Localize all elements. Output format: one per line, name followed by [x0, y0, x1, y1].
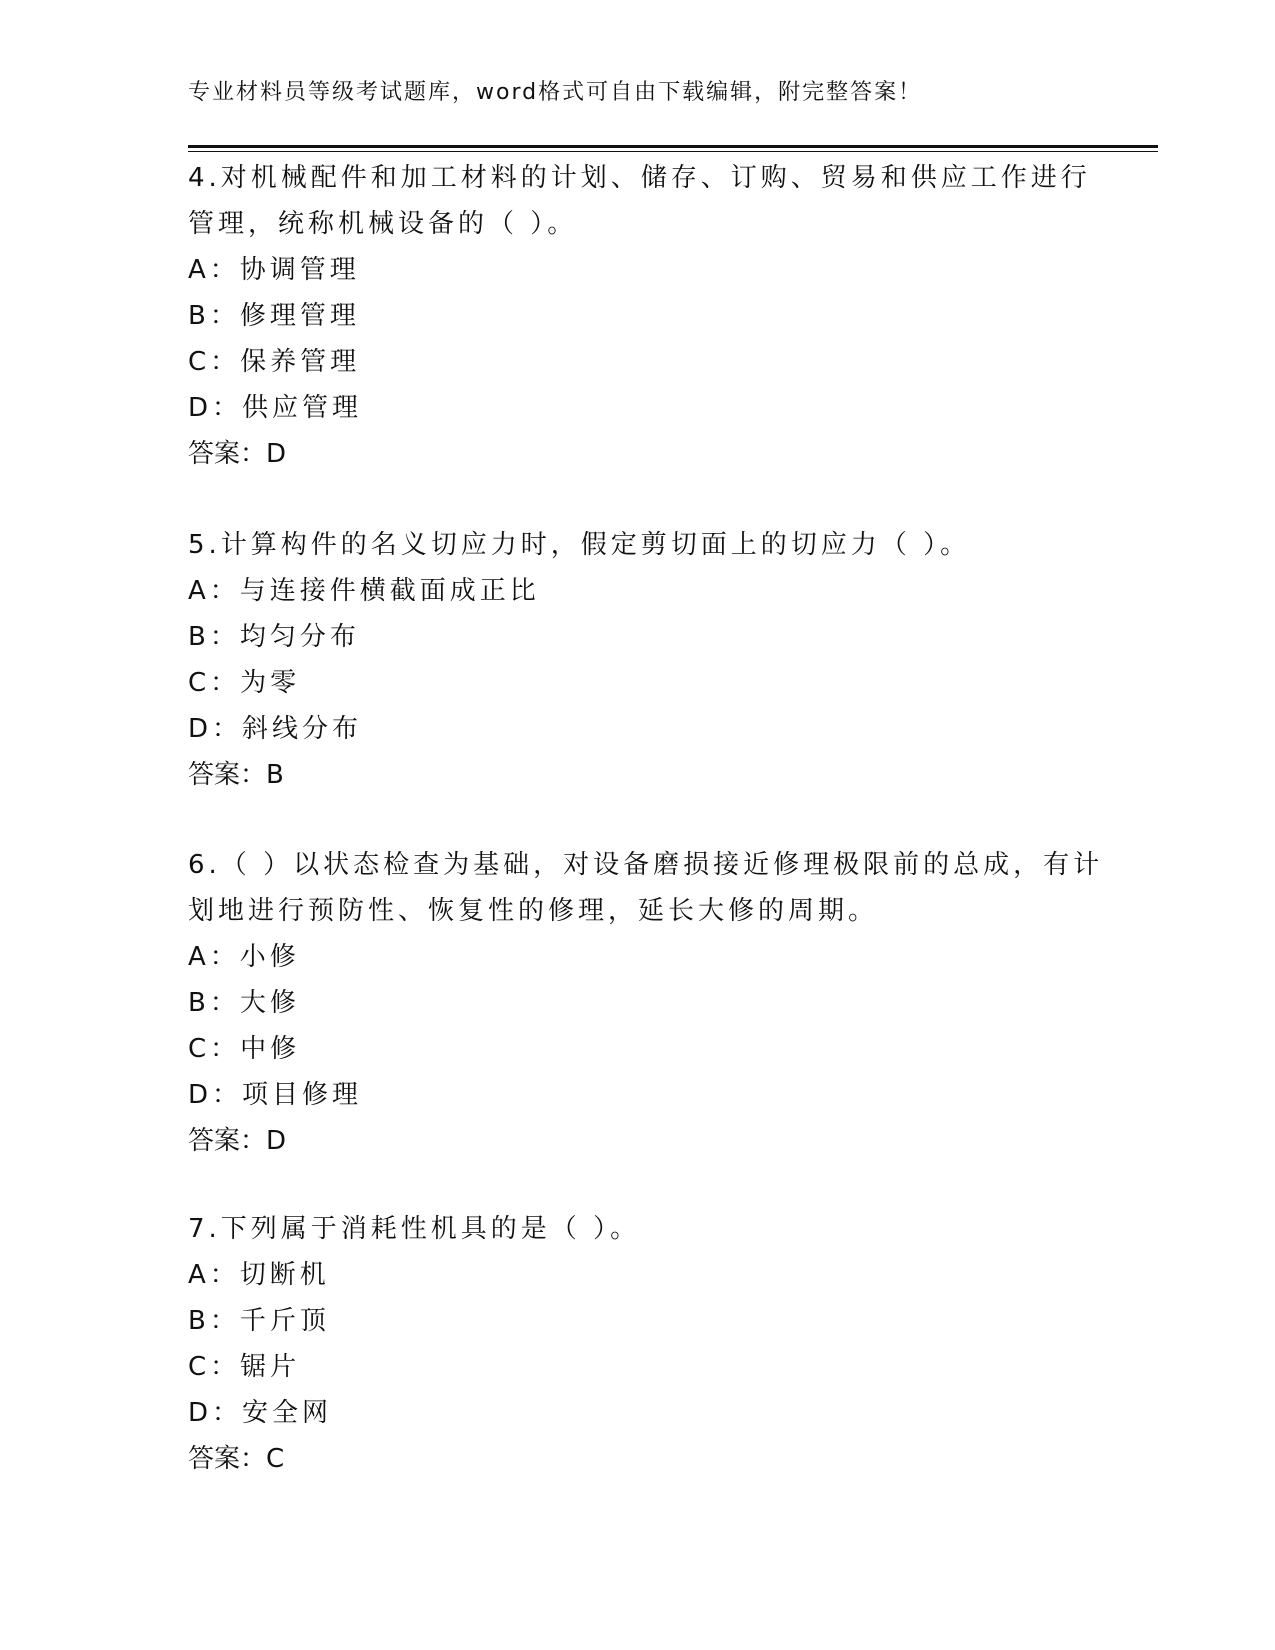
header-rule-thin [188, 151, 1158, 152]
question-stem-line: 7.下列属于消耗性机具的是（ ）。 [188, 1214, 641, 1244]
page-header: 专业材料员等级考试题库，word格式可自由下载编辑，附完整答案！ [188, 80, 923, 105]
option-d: D：供应管理 [188, 393, 363, 423]
answer-label: 答案：D [188, 1126, 287, 1156]
question-stem-line: 划地进行预防性、恢复性的修理，延长大修的周期。 [188, 896, 879, 926]
option-c: C：为零 [188, 668, 301, 698]
answer-label: 答案：B [188, 760, 284, 790]
option-a: A：切断机 [188, 1260, 330, 1290]
question-stem-line: 管理，统称机械设备的（ ）。 [188, 209, 578, 239]
question-stem-line: 6.（ ）以状态检查为基础，对设备磨损接近修理极限前的总成，有计 [188, 850, 1104, 880]
option-b: B：修理管理 [188, 301, 360, 331]
option-d: D：斜线分布 [188, 714, 363, 744]
question-5 [188, 522, 1088, 798]
option-b: B：均匀分布 [188, 622, 360, 652]
option-a: A：协调管理 [188, 255, 360, 285]
question-stem-line: 4.对机械配件和加工材料的计划、储存、订购、贸易和供应工作进行 [188, 163, 1091, 193]
option-a: A：小修 [188, 942, 300, 972]
answer-label: 答案：C [188, 1444, 285, 1474]
option-d: D：安全网 [188, 1398, 333, 1428]
question-stem-line: 5.计算构件的名义切应力时，假定剪切面上的切应力（ ）。 [188, 530, 971, 560]
option-a: A：与连接件横截面成正比 [188, 576, 540, 606]
option-b: B：大修 [188, 988, 300, 1018]
option-d: D：项目修理 [188, 1080, 363, 1110]
header-rule-thick [188, 145, 1158, 148]
question-4 [188, 155, 1091, 477]
option-c: C：保养管理 [188, 347, 361, 377]
option-c: C：中修 [188, 1034, 301, 1064]
answer-label: 答案：D [188, 439, 287, 469]
option-b: B：千斤顶 [188, 1306, 330, 1336]
question-7 [188, 1206, 1088, 1482]
option-c: C：锯片 [188, 1352, 301, 1382]
question-6 [188, 842, 1104, 1164]
